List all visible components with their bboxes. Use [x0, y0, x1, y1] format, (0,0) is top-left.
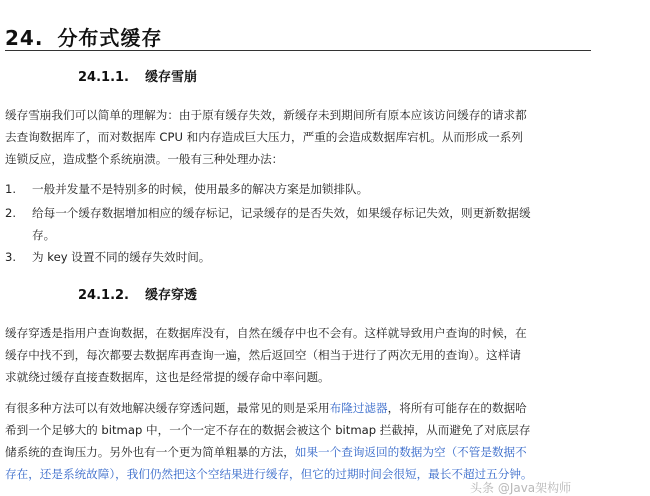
penetration-definition-paragraph — [5, 322, 595, 388]
section-number: 24.1.2. — [78, 288, 129, 303]
chapter-title-text: 分布式缓存 — [57, 26, 163, 50]
text-run: ，将所有可能存在的数据哈 — [387, 401, 527, 415]
section-title-text: 缓存雪崩 — [145, 70, 198, 85]
list-marker: 1. — [5, 182, 17, 196]
chapter-title — [5, 22, 162, 51]
section-title-text: 缓存穿透 — [145, 288, 198, 303]
chapter-number: 24. — [5, 26, 44, 50]
watermark-fragment: 头条 @Java架构师 — [470, 481, 572, 495]
section-number: 24.1.1. — [78, 70, 129, 85]
bloom-filter-link[interactable]: 布隆过滤器 — [329, 401, 388, 415]
paragraph-line: 连锁反应，造成整个系统崩溃。一般有三种处理办法： — [5, 152, 284, 166]
paragraph-line: 缓存雪崩我们可以简单的理解为：由于原有缓存失效，新缓存未到期间所有原本应该访问缓存的请求都 — [5, 108, 527, 122]
section-title-cache-penetration — [78, 284, 197, 303]
paragraph-line: 缓存穿透是指用户查询数据，在数据库没有，自然在缓存中也不会有。这样就导致用户查询的时候，在 — [5, 326, 527, 340]
highlighted-text-run: 如果一个查询返回的数据为空（不管是数据不 — [294, 445, 527, 459]
paragraph-line — [5, 397, 595, 419]
paragraph-line: 求就绕过缓存直接查数据库，这也是经常提的缓存命中率问题。 — [5, 370, 330, 384]
list-marker: 3. — [5, 250, 17, 264]
paragraph-line: 去查询数据库了，而对数据库 CPU 和内存造成巨大压力，严重的会造成数据库宕机。从而形成一系列 — [5, 130, 523, 144]
list-marker: 2. — [5, 206, 17, 220]
section-title-cache-avalanche — [78, 66, 197, 85]
text-run: 有很多种方法可以有效地解决缓存穿透问题，最常见的则是采用 — [5, 401, 330, 415]
list-item-text: 存。 — [32, 228, 56, 242]
paragraph-line — [5, 441, 595, 463]
avalanche-intro-paragraph — [5, 104, 595, 170]
list-item-text: 一般并发量不是特别多的时候，使用最多的解决方案是加锁排队。 — [32, 182, 369, 196]
highlighted-text-run: 存在，还是系统故障），我们仍然把这个空结果进行缓存，但它的过期时间会很短，最长不超过五分钟。 — [5, 467, 533, 481]
text-run: 储系统的查询压力。另外也有一个更为简单粗暴的方法， — [5, 445, 295, 459]
list-item-text: 为 key 设置不同的缓存失效时间。 — [32, 250, 211, 264]
penetration-solution-paragraph — [5, 397, 595, 485]
paragraph-line: 缓存中找不到，每次都要去数据库再查询一遍，然后返回空（相当于进行了两次无用的查询）。这样请 — [5, 348, 521, 362]
paragraph-line: 希到一个足够大的 bitmap 中，一个一定不存在的数据会被这个 bitmap 拦截掉，从而避免了对底层存 — [5, 423, 531, 437]
list-item-text: 给每一个缓存数据增加相应的缓存标记，记录缓存的是否失效，如果缓存标记失效，则更新数据缓 — [32, 206, 531, 220]
chapter-divider — [5, 50, 591, 51]
